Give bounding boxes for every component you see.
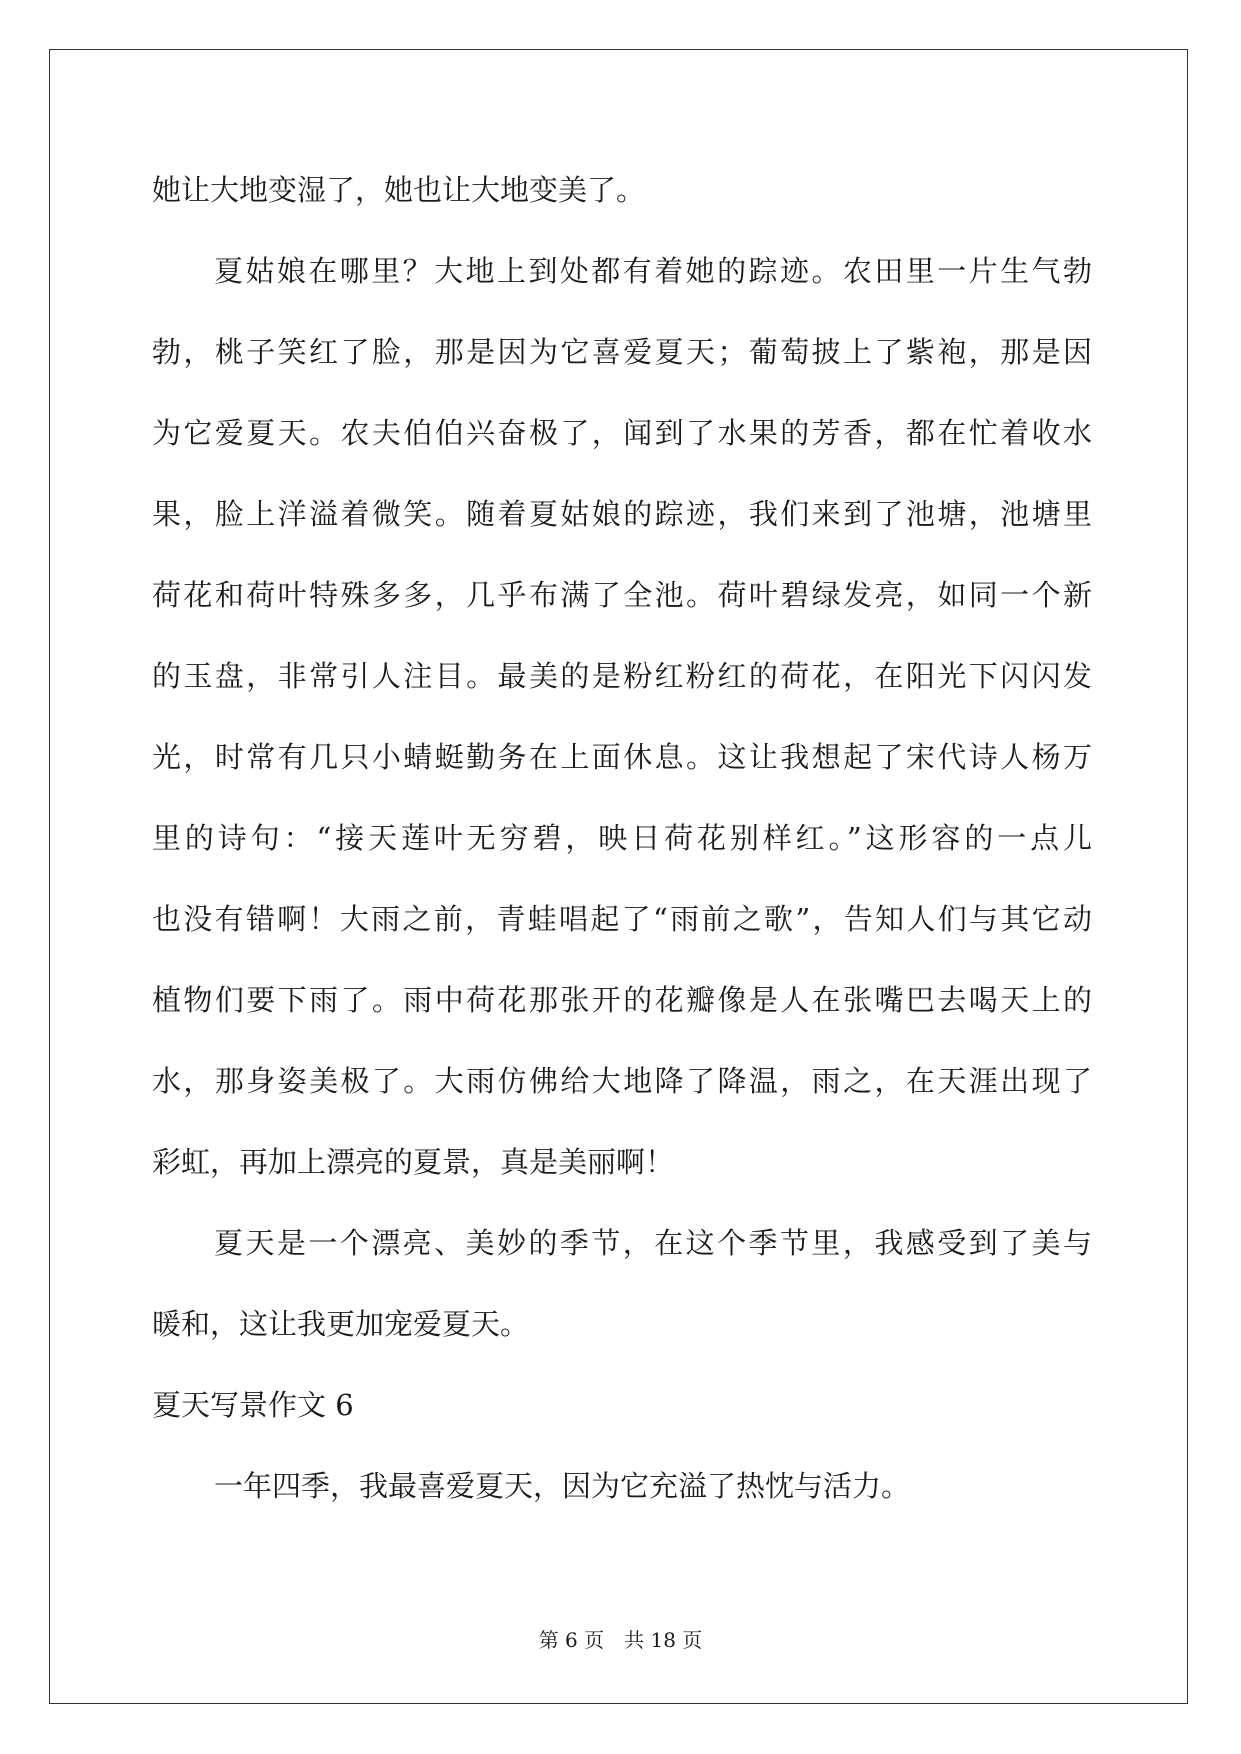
text-line: 植物们要下雨了。雨中荷花那张开的花瓣像是人在张嘴巴去喝天上的	[152, 983, 1092, 1017]
text-line: 也没有错啊！大雨之前，青蛙唱起了“雨前之歌”，告知人们与其它动	[152, 902, 1092, 936]
text-line: 里的诗句：“接天莲叶无穷碧，映日荷花别样红。”这形容的一点儿	[152, 821, 1092, 855]
text-line: 勃，桃子笑红了脸，那是因为它喜爱夏天；葡萄披上了紫袍，那是因	[152, 335, 1092, 369]
document-body	[152, 150, 1092, 1527]
text-line: 水，那身姿美极了。大雨仿佛给大地降了降温，雨之，在天涯出现了	[152, 1064, 1092, 1098]
text-line: 一年四季，我最喜爱夏天，因为它充溢了热忱与活力。	[214, 1469, 911, 1503]
page-total: 共 18 页	[624, 1628, 703, 1652]
text-line: 为它爱夏天。农夫伯伯兴奋极了，闻到了水果的芳香，都在忙着收水	[152, 416, 1092, 450]
text-line: 光，时常有几只小蜻蜓勤务在上面休息。这让我想起了宋代诗人杨万	[152, 740, 1092, 774]
text-line: 的玉盘，非常引人注目。最美的是粉红粉红的荷花，在阳光下闪闪发	[152, 659, 1092, 693]
page-number: 第 6 页	[538, 1628, 605, 1652]
text-line: 夏天是一个漂亮、美妙的季节，在这个季节里，我感受到了美与	[214, 1226, 1092, 1260]
text-line: 果，脸上洋溢着微笑。随着夏姑娘的踪迹，我们来到了池塘，池塘里	[152, 497, 1092, 531]
page-footer	[0, 1626, 1241, 1654]
section-heading: 夏天写景作文 6	[152, 1388, 354, 1422]
text-line: 彩虹，再加上漂亮的夏景，真是美丽啊！	[152, 1145, 675, 1179]
text-line: 暖和，这让我更加宠爱夏天。	[152, 1307, 530, 1341]
text-line: 夏姑娘在哪里？大地上到处都有着她的踪迹。农田里一片生气勃	[214, 254, 1092, 288]
text-line: 荷花和荷叶特殊多多，几乎布满了全池。荷叶碧绿发亮，如同一个新	[152, 578, 1092, 612]
text-line: 她让大地变湿了，她也让大地变美了。	[152, 173, 646, 207]
